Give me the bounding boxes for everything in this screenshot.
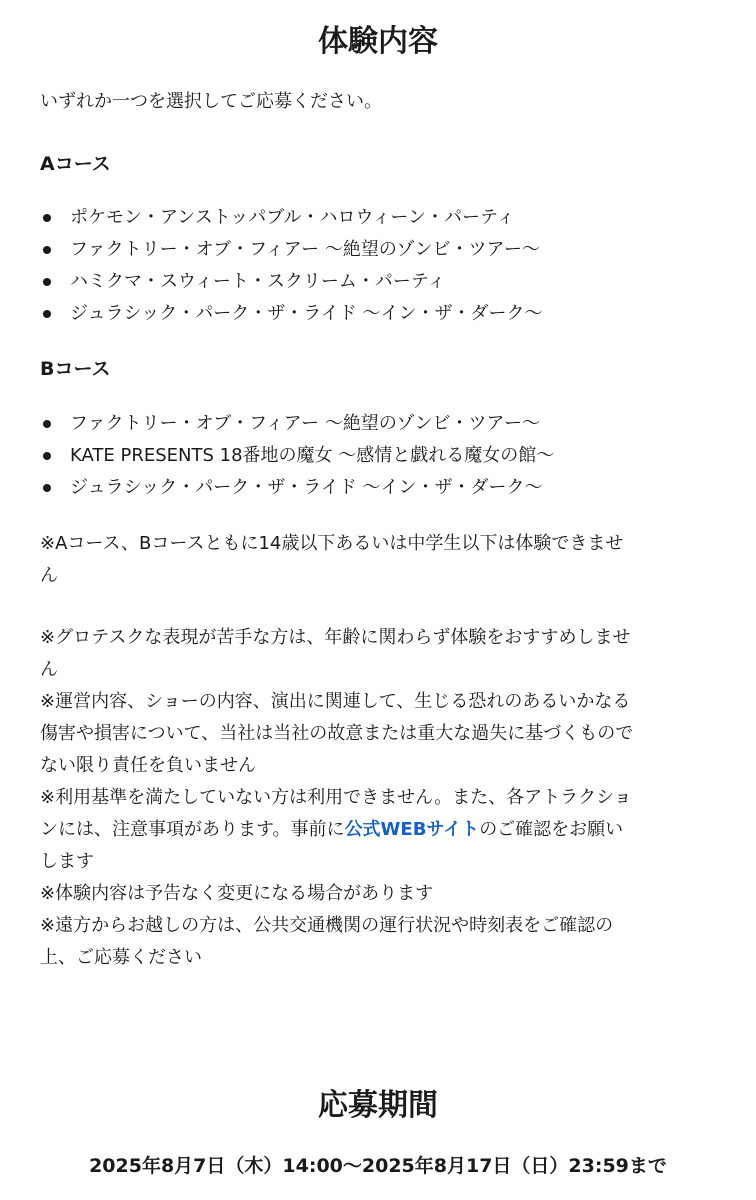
list-item <box>40 472 554 504</box>
bullet-icon <box>43 310 51 318</box>
bullet-icon <box>43 452 51 460</box>
course-a-heading: Aコース <box>40 153 111 175</box>
list-item <box>40 408 554 440</box>
intro-text: いずれか一つを選択してご応募ください。 <box>40 91 382 112</box>
bullet-icon <box>43 246 51 254</box>
liability-note-line-2: 傷害や損害について、当社は当社の故意または重大な過失に基づくもので <box>40 723 634 744</box>
bullet-icon <box>43 484 51 492</box>
usage-note-line-1: ※利用基準を満たしていない方は利用できません。また、各アトラクショ <box>40 787 632 808</box>
period-title: 応募期間 <box>318 1088 438 1123</box>
course-b-list <box>40 408 554 504</box>
list-item-label: ジュラシック・パーク・ザ・ライド 〜イン・ザ・ダーク〜 <box>70 477 543 498</box>
list-item <box>40 202 542 234</box>
grotesque-note-line-1: ※グロテスクな表現が苦手な方は、年齢に関わらず体験をおすすめしませ <box>40 627 631 648</box>
course-b-heading: Bコース <box>40 358 111 380</box>
usage-note-line-3: します <box>40 851 94 872</box>
list-item <box>40 298 542 330</box>
page-title: 体験内容 <box>318 24 438 59</box>
bullet-icon <box>43 214 51 222</box>
change-note-line: ※体験内容は予告なく変更になる場合があります <box>40 883 434 904</box>
usage-note-text-after: のご確認をお願い <box>479 819 624 840</box>
list-item-label: ポケモン・アンストッパブル・ハロウィーン・パーティ <box>70 207 515 228</box>
notes-block <box>40 622 720 974</box>
course-a-list <box>40 202 542 330</box>
usage-note-line-2 <box>40 814 720 846</box>
age-note-line-2: ん <box>40 565 58 586</box>
bullet-icon <box>43 420 51 428</box>
list-item-label: ファクトリー・オブ・フィアー 〜絶望のゾンビ・ツアー〜 <box>70 413 540 434</box>
list-item-label: ジュラシック・パーク・ザ・ライド 〜イン・ザ・ダーク〜 <box>70 303 543 324</box>
list-item-label: ハミクマ・スウィート・スクリーム・パーティ <box>70 271 446 292</box>
list-item <box>40 440 554 472</box>
age-restriction-note <box>40 528 720 592</box>
travel-note-line-2: 上、ご応募ください <box>40 947 202 968</box>
list-item <box>40 266 542 298</box>
list-item <box>40 234 542 266</box>
bullet-icon <box>43 278 51 286</box>
liability-note-line-1: ※運営内容、ショーの内容、演出に関連して、生じる恐れのあるいかなる <box>40 691 631 712</box>
travel-note-line-1: ※遠方からお越しの方は、公共交通機関の運行状況や時刻表をご確認の <box>40 915 614 936</box>
age-note-line-1: ※Aコース、Bコースともに14歳以下あるいは中学生以下は体験できませ <box>40 533 624 554</box>
usage-note-text-before: ンには、注意事項があります。事前に <box>40 819 345 840</box>
grotesque-note-line-2: ん <box>40 659 58 680</box>
list-item-label: KATE PRESENTS 18番地の魔女 〜感情と戯れる魔女の館〜 <box>70 445 555 466</box>
liability-note-line-3: ない限り責任を負いません <box>40 755 256 776</box>
application-period: 2025年8月7日（木）14:00〜2025年8月17日（日）23:59まで <box>89 1155 667 1177</box>
official-website-link[interactable]: 公式WEBサイト <box>344 819 480 840</box>
list-item-label: ファクトリー・オブ・フィアー 〜絶望のゾンビ・ツアー〜 <box>70 239 540 260</box>
